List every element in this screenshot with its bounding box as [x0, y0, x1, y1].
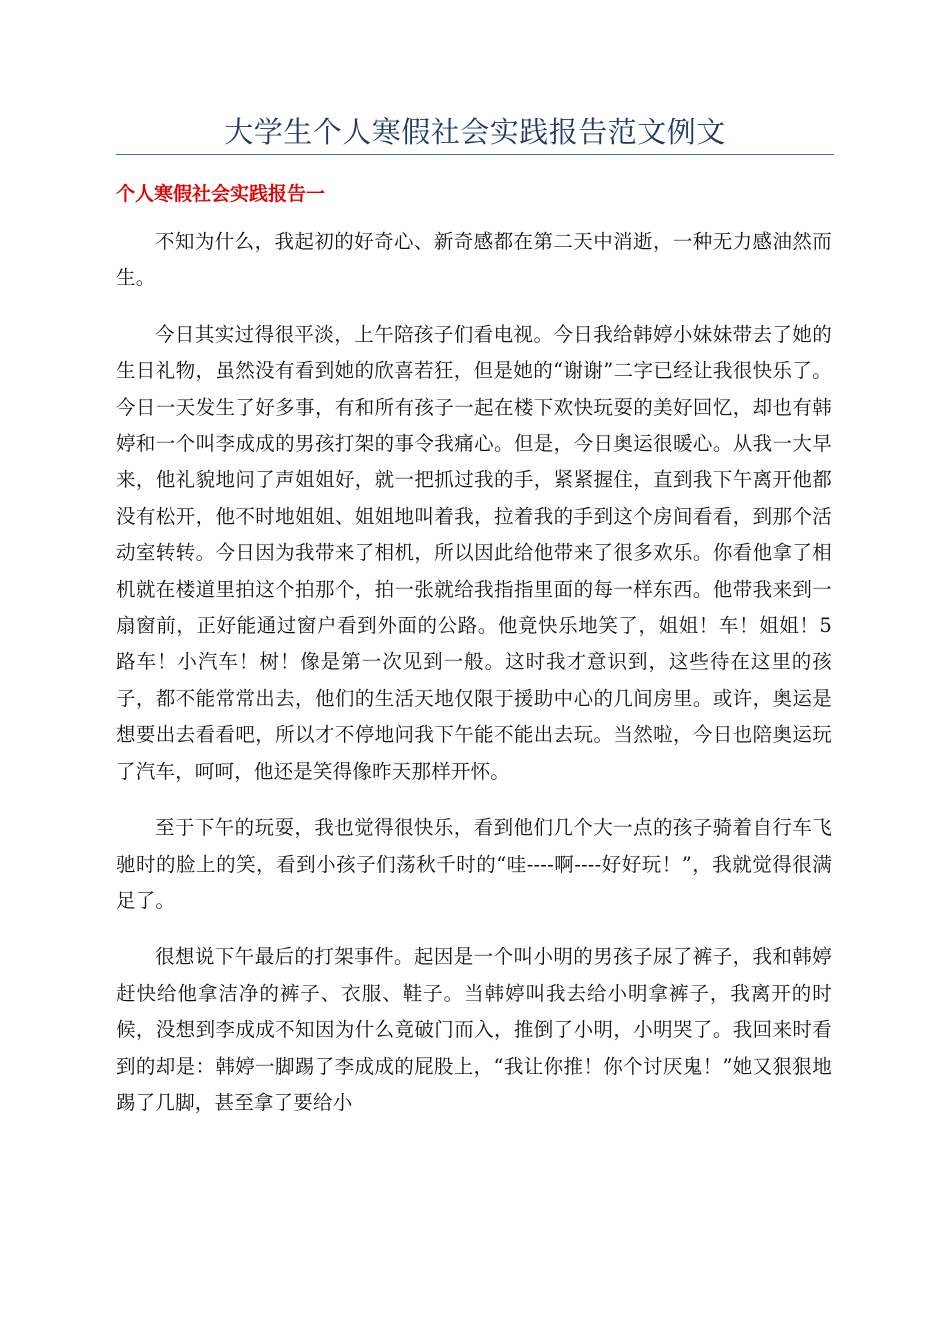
- paragraph-3: 至于下午的玩耍，我也觉得很快乐，看到他们几个大一点的孩子骑着自行车飞驰时的脸上的笑，看到小孩子们荡秋千时的“哇----啊----好好玩！”，我就觉得很满足了。: [116, 816, 832, 912]
- body-text: [116, 224, 832, 1141]
- section-heading: 个人寒假社会实践报告一: [116, 183, 326, 205]
- document-title: 大学生个人寒假社会实践报告范文例文: [224, 115, 726, 149]
- paragraph-1: 不知为什么，我起初的好奇心、新奇感都在第二天中消逝，一种无力感油然而生。: [116, 230, 832, 290]
- paragraph-2: 今日其实过得很平淡，上午陪孩子们看电视。今日我给韩婷小妹妹带去了她的生日礼物，虽然没有看到她的欣喜若狂，但是她的“谢谢”二字已经让我很快乐了。今日一天发生了好多事，有和所有孩子一起在楼下欢快玩耍的美好回忆，却也有韩婷和一个叫李成成的男孩打架的事令我痛心。但是，今日奥运很暖心。从我一大早来，他礼貌地问了声姐姐好，就一把抓过我的手，紧紧握住，直到我下午离开他都没有松开，他不时地姐姐、姐姐地叫着我，拉着我的手到这个房间看看，到那个活动室转转。今日因为我带来了相机，所以因此给他带来了很多欢乐。你看他拿了相机就在楼道里拍这个拍那个，拍一张就给我指指里面的每一样东西。他带我来到一扇窗前，正好能通过窗户看到外面的公路。他竟快乐地笑了，姐姐！车！姐姐！5路车！小汽车！树！像是第一次见到一般。这时我才意识到，这些待在这里的孩子，都不能常常出去，他们的生活天地仅限于援助中心的几间房里。或许，奥运是想要出去看看吧，所以才不停地问我下午能不能出去玩。当然啦，今日也陪奥运玩了汽车，呵呵，他还是笑得像昨天那样开怀。: [116, 322, 832, 783]
- paragraph-4: 很想说下午最后的打架事件。起因是一个叫小明的男孩子尿了裤子，我和韩婷赶快给他拿洁净的裤子、衣服、鞋子。当韩婷叫我去给小明拿裤子，我离开的时候，没想到李成成不知因为什么竟破门而入，推倒了小明，小明哭了。我回来时看到的却是：韩婷一脚踢了李成成的屁股上，“我让你推！你个讨厌鬼！”她又狠狠地踢了几脚，甚至拿了要给小: [116, 945, 832, 1114]
- title-underline: [116, 154, 834, 155]
